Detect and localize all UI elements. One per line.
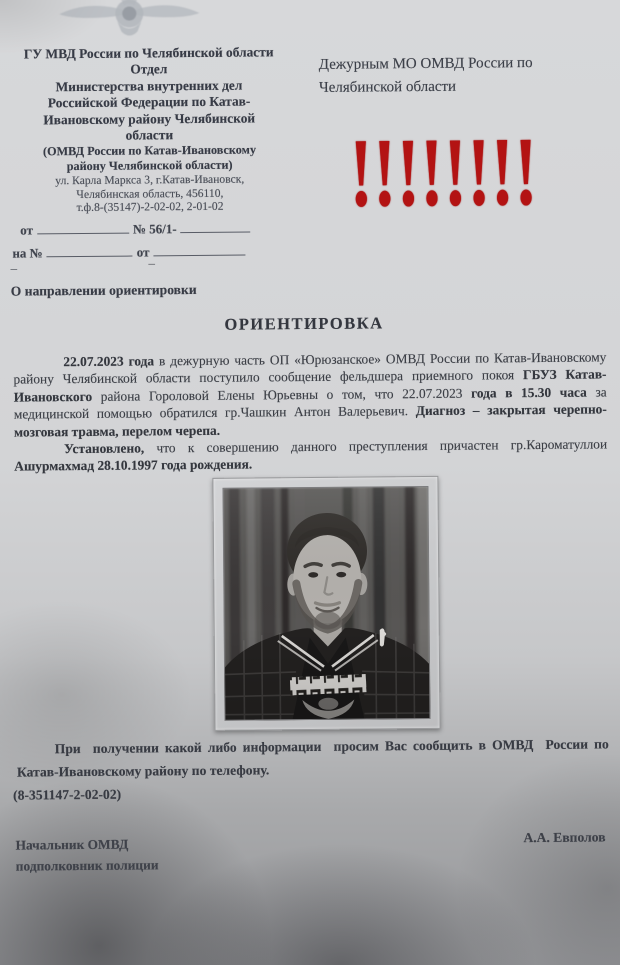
blank-field <box>153 243 245 256</box>
blank-field <box>37 221 129 234</box>
body-text <box>13 348 611 475</box>
subject-line: О направлении ориентировки <box>10 281 197 299</box>
org-name-line: Отдел <box>130 61 168 77</box>
ref-row-outgoing <box>4 220 296 239</box>
stray-mark: – <box>148 255 156 271</box>
org-bold: ГБУЗ Катав-Ивановского <box>13 366 607 405</box>
suspect-name-bold: Ашурмахмад 28.10.1997 года рождения. <box>14 456 253 475</box>
signature-rank-line: подполковник полиции <box>15 857 159 874</box>
ref-number-label: № 56/1- <box>132 220 177 237</box>
body-paragraph-incident: 22.07.2023 года в дежурную часть ОП «Юрюзанское» ОМВД России по Катав-Ивановскому району Челябинской области поступило сообщение фельдшера приемного покоя ГБУЗ Катав-Ивановского района Гороловой Елены Юрьевны о том, что 22.07.2023 года в 15.30 часа за медицинской помощью обратился гр.Чашкин Антон Валерьевич. Диагноз – закрытая черепно-мозговая травма, перелом черепа. <box>13 349 611 440</box>
document-title: ОРИЕНТИРОВКА <box>224 313 384 334</box>
date-bold: 22.07.2023 года <box>63 353 155 370</box>
stray-mark: – <box>10 260 18 276</box>
address-line: Челябинская область, 456110, <box>76 186 224 201</box>
address-line: ул. Карла Маркса 3, г.Катав-Ивановск, <box>55 172 245 188</box>
body-paragraph-suspect: Установлено, что к совершению данного преступления причастен гр.Кароматуллои Ашурмахмад 28.10.1997 года рождения. <box>14 436 611 475</box>
diagnosis-bold: Диагноз – закрытая черепно-мозговая травма, перелом черепа. <box>13 401 607 440</box>
signature-position-line: Начальник ОМВД <box>15 836 129 853</box>
blank-field <box>181 220 251 233</box>
signature-block <box>15 829 605 876</box>
mvd-eagle-emblem-icon <box>54 0 204 44</box>
ref-from-label: от <box>20 222 33 238</box>
suspect-photo <box>222 486 430 721</box>
signature-name: А.А. Евполов <box>523 829 606 846</box>
contact-paragraph: При получении какой либо информации просим Вас сообщить в ОМВД России по Катав-Ивановскому району по телефону. <box>16 736 613 780</box>
letterhead <box>3 44 297 261</box>
ref-on-number-label: на № <box>12 245 43 261</box>
org-name-line: Министерства внутренних дел <box>55 77 243 95</box>
recipient-line: Дежурным МО ОМВД России по <box>318 55 533 73</box>
ref-from-label: от <box>136 244 150 260</box>
blank-field <box>47 244 133 257</box>
org-short-name-line: району Челябинской области) <box>66 157 233 174</box>
time-bold: года в 15.30 часа <box>470 384 587 401</box>
org-name-line: Российской Федерации по Катав- <box>47 93 251 111</box>
phone-number: (8-351147-2-02-02) <box>13 786 122 803</box>
exclamation-marks: !!!!!!!! <box>349 118 539 228</box>
suspect-photo-frame <box>212 476 440 731</box>
org-name-line: области <box>125 127 174 143</box>
recipient-block <box>319 51 597 99</box>
org-name-line: Ивановскому району Челябинской <box>43 110 256 127</box>
org-name-line: ГУ МВД России по Челябинской области <box>23 44 274 62</box>
recipient-line: Челябинской области <box>318 78 457 96</box>
phone-line: т.ф.8-(35147)-2-02-02, 2-01-02 <box>76 199 224 215</box>
signature-position <box>15 833 158 876</box>
org-short-name-line: (ОМВД России по Катав-Ивановскому <box>42 142 257 159</box>
